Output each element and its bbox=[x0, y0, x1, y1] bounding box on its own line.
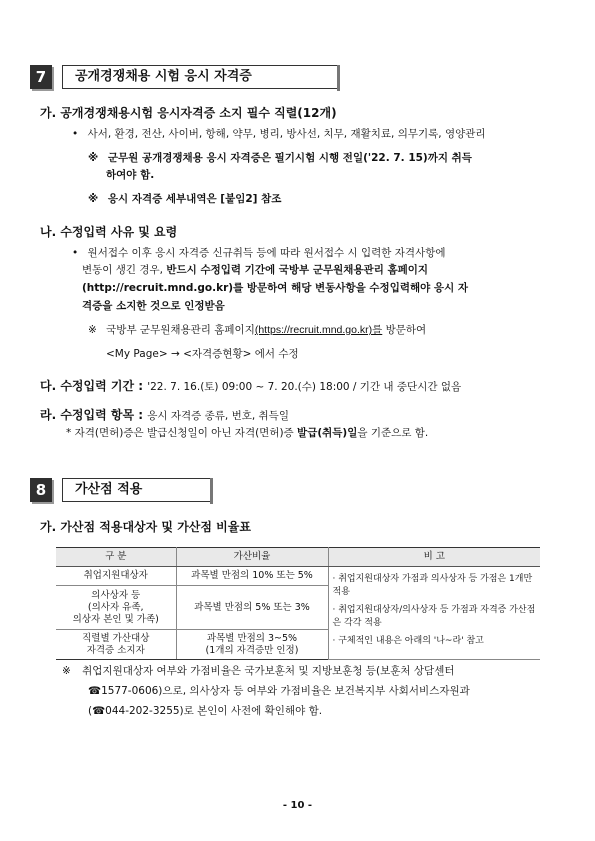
bullet-item bbox=[72, 126, 486, 143]
required-series-list: 사서, 환경, 전산, 사이버, 항해, 약무, 병리, 방사선, 치무, 재활치료, 의무기록, 영양관리 bbox=[87, 128, 486, 140]
note-text: 을 기준으로 함. bbox=[357, 427, 429, 439]
footnote bbox=[62, 663, 454, 680]
column-header: 비 고 bbox=[328, 548, 540, 567]
remark: · 취업지원대상자 가점과 의사상자 등 가점은 1개만 적용 bbox=[332, 574, 533, 597]
note-text: 군무원 공개경쟁채용 응시 자격증은 필기시험 시행 전일('22. 7. 15)까지 취득 bbox=[107, 152, 472, 164]
table-header-row bbox=[56, 548, 540, 567]
bullet-item bbox=[72, 245, 446, 262]
column-header: 구 분 bbox=[56, 548, 176, 567]
section-number: 7 bbox=[30, 65, 52, 89]
bonus-rate-table bbox=[56, 547, 540, 660]
footnote-line: ☎1577-0606)으로, 의사상자 등 여부와 가점비율은 보건복지부 사회서비스자원과 bbox=[88, 685, 470, 697]
menu-path: <My Page> → <자격증현황> 에서 수정 bbox=[106, 348, 299, 360]
note-mark: ※ bbox=[88, 324, 97, 336]
body-text: 변동이 생긴 경우, bbox=[82, 264, 167, 276]
remarks-cell bbox=[328, 567, 540, 660]
subsection-heading: 다. 수정입력 기간 : bbox=[40, 379, 148, 393]
note-mark: ※ bbox=[88, 152, 99, 164]
items-line bbox=[40, 404, 289, 425]
note-text: * 자격(면허)증은 발급신청일이 아닌 자격(면허)증 bbox=[66, 427, 298, 439]
rate-cell: 과목별 만점의 10% 또는 5% bbox=[176, 567, 328, 586]
body-text: 원서접수 이후 응시 자격증 신규취득 등에 따라 원서접수 시 입력한 자격사항에 bbox=[87, 247, 446, 259]
remark: · 구체적인 내용은 아래의 '나~라' 참고 bbox=[332, 636, 484, 646]
category-cell: 직렬별 가산대상 자격증 소지자 bbox=[56, 630, 176, 660]
body-text-bold: 격증을 소지한 것으로 인정받음 bbox=[82, 300, 225, 312]
subsection-heading: 가. 공개경쟁채용시험 응시자격증 소지 필수 직렬(12개) bbox=[40, 106, 337, 120]
rate-cell: 과목별 만점의 5% 또는 3% bbox=[176, 586, 328, 630]
bullet-dot: • bbox=[72, 128, 79, 140]
period-line bbox=[40, 375, 461, 396]
body-text-bold: (http://recruit.mnd.go.kr)를 방문하여 해당 변동사항을 수정입력해야 응시 자 bbox=[82, 282, 469, 294]
note bbox=[66, 425, 428, 442]
section-title: 공개경쟁채용 시험 응시 자격증 bbox=[62, 65, 337, 89]
category-cell: 취업지원대상자 bbox=[56, 567, 176, 586]
body-line bbox=[82, 262, 428, 279]
note-mark: ※ bbox=[88, 193, 99, 205]
remark: · 취업지원대상자/의사상자 등 가점과 자격증 가산점은 각각 적용 bbox=[332, 605, 536, 628]
note bbox=[88, 150, 472, 167]
note-text: 응시 자격증 세부내역은 [붙임2] 참조 bbox=[107, 193, 282, 205]
subsection-heading: 나. 수정입력 사유 및 요령 bbox=[40, 225, 178, 239]
body-text-bold: 반드시 수정입력 기간에 국방부 군무원채용관리 홈페이지 bbox=[166, 264, 429, 276]
category-cell: 의사상자 등 (의사자 유족, 의상자 본인 및 가족) bbox=[56, 586, 176, 630]
homepage-link[interactable]: (https://recruit.mnd.go.kr)를 bbox=[254, 324, 383, 336]
period-text: '22. 7. 16.(토) 09:00 ~ 7. 20.(수) 18:00 / 기간 내 중단시간 없음 bbox=[147, 381, 462, 393]
note-mark: ※ bbox=[62, 665, 71, 677]
subsection-heading: 가. 가산점 적용대상자 및 가산점 비율표 bbox=[40, 520, 251, 534]
note bbox=[88, 322, 426, 339]
column-header: 가산비율 bbox=[176, 548, 328, 567]
note-text: 국방부 군무원채용관리 홈페이지 bbox=[106, 324, 255, 336]
rate-cell: 과목별 만점의 3~5% (1개의 자격증만 인정) bbox=[176, 630, 328, 660]
note bbox=[88, 191, 281, 208]
note-text-bold: 발급(취득)일 bbox=[297, 427, 358, 439]
note-continued: 하여야 함. bbox=[106, 169, 155, 181]
table-row bbox=[56, 567, 540, 586]
section-number: 8 bbox=[30, 478, 52, 502]
section-title: 가산점 적용 bbox=[62, 478, 210, 502]
footnote-line: (☎044-202-3255)로 본인이 사전에 확인해야 함. bbox=[88, 705, 323, 717]
page-number: - 10 - bbox=[282, 800, 313, 811]
note-text: 방문하여 bbox=[382, 324, 427, 336]
items-text: 응시 자격증 종류, 번호, 취득일 bbox=[147, 410, 289, 422]
subsection-heading: 라. 수정입력 항목 : bbox=[40, 408, 148, 422]
note-text: 취업지원대상자 여부와 가점비율은 국가보훈처 및 지방보훈청 등(보훈처 상담센터 bbox=[82, 665, 455, 677]
bullet-dot: • bbox=[72, 247, 79, 259]
